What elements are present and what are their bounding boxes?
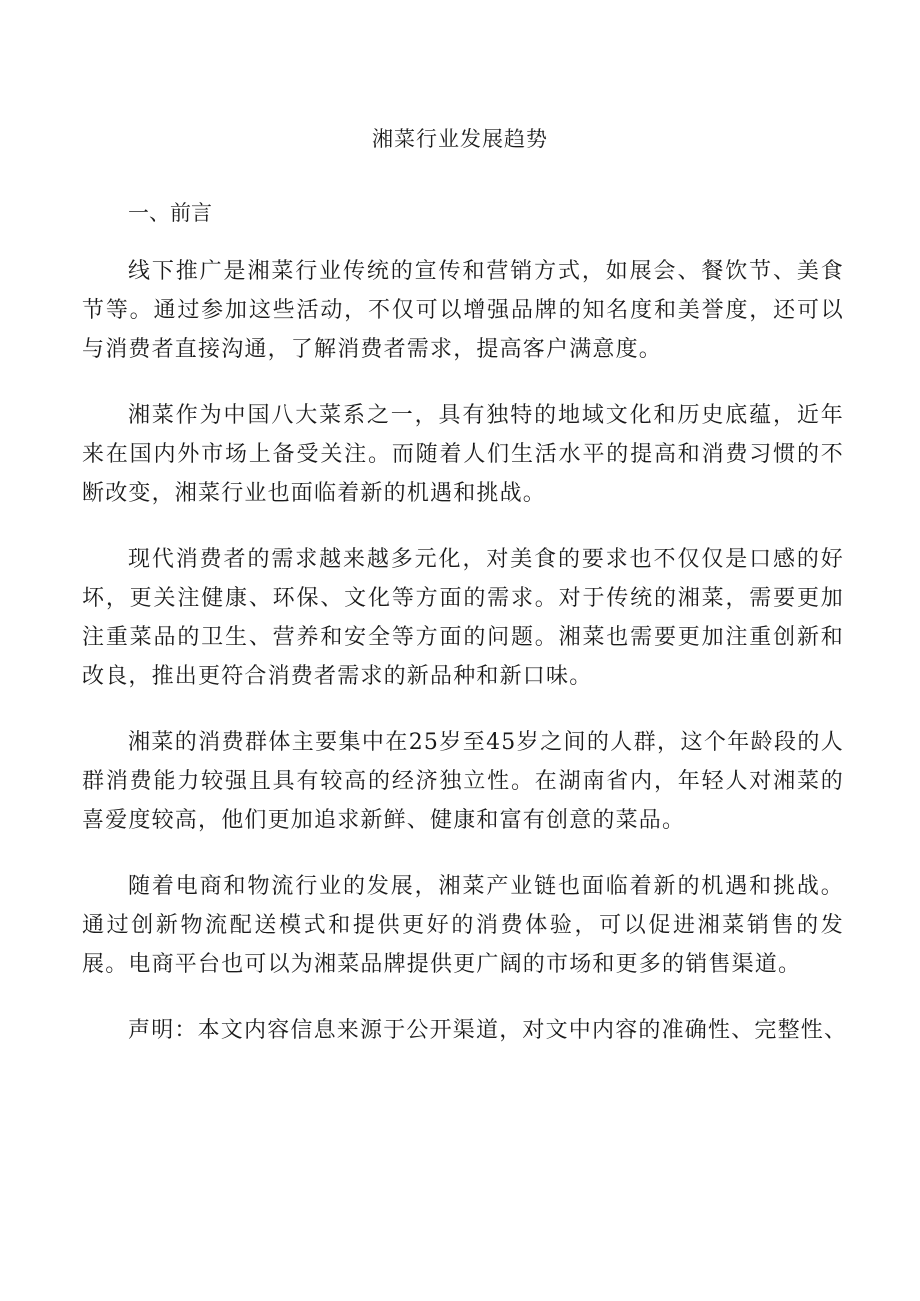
paragraph-ecommerce-logistics: 随着电商和物流行业的发展，湘菜产业链也面临着新的机遇和挑战。通过创新物流配送模式和提供更好的消费体验，可以促进湘菜销售的发展。电商平台也可以为湘菜品牌提供更广阔的市场和更多的销售渠道。: [82, 874, 844, 977]
paragraph-disclaimer: 声明：本文内容信息来源于公开渠道，对文中内容的准确性、完整性、: [128, 1018, 848, 1043]
section-heading-preface: 一、前言: [128, 201, 212, 225]
paragraph-consumer-demand: 现代消费者的需求越来越多元化，对美食的要求也不仅仅是口感的好坏，更关注健康、环保、文化等方面的需求。对于传统的湘菜，需要更加注重菜品的卫生、营养和安全等方面的问题。湘菜也需要更加注重创新和改良，推出更符合消费者需求的新品种和新口味。: [82, 547, 844, 689]
paragraph-consumer-group: 湘菜的消费群体主要集中在25岁至45岁之间的人群，这个年龄段的人群消费能力较强且具有较高的经济独立性。在湖南省内，年轻人对湘菜的喜爱度较高，他们更加追求新鲜、健康和富有创意的菜品。: [82, 730, 844, 833]
document-body: [82, 252, 848, 1077]
paragraph-offline-promotion: 线下推广是湘菜行业传统的宣传和营销方式，如展会、餐饮节、美食节等。通过参加这些活动，不仅可以增强品牌的知名度和美誉度，还可以与消费者直接沟通，了解消费者需求，提高客户满意度。: [82, 259, 844, 362]
document-title: 湘菜行业发展趋势: [372, 127, 548, 151]
paragraph-cuisine-background: 湘菜作为中国八大菜系之一，具有独特的地域文化和历史底蕴，近年来在国内外市场上备受关注。而随着人们生活水平的提高和消费习惯的不断改变，湘菜行业也面临着新的机遇和挑战。: [82, 403, 844, 506]
